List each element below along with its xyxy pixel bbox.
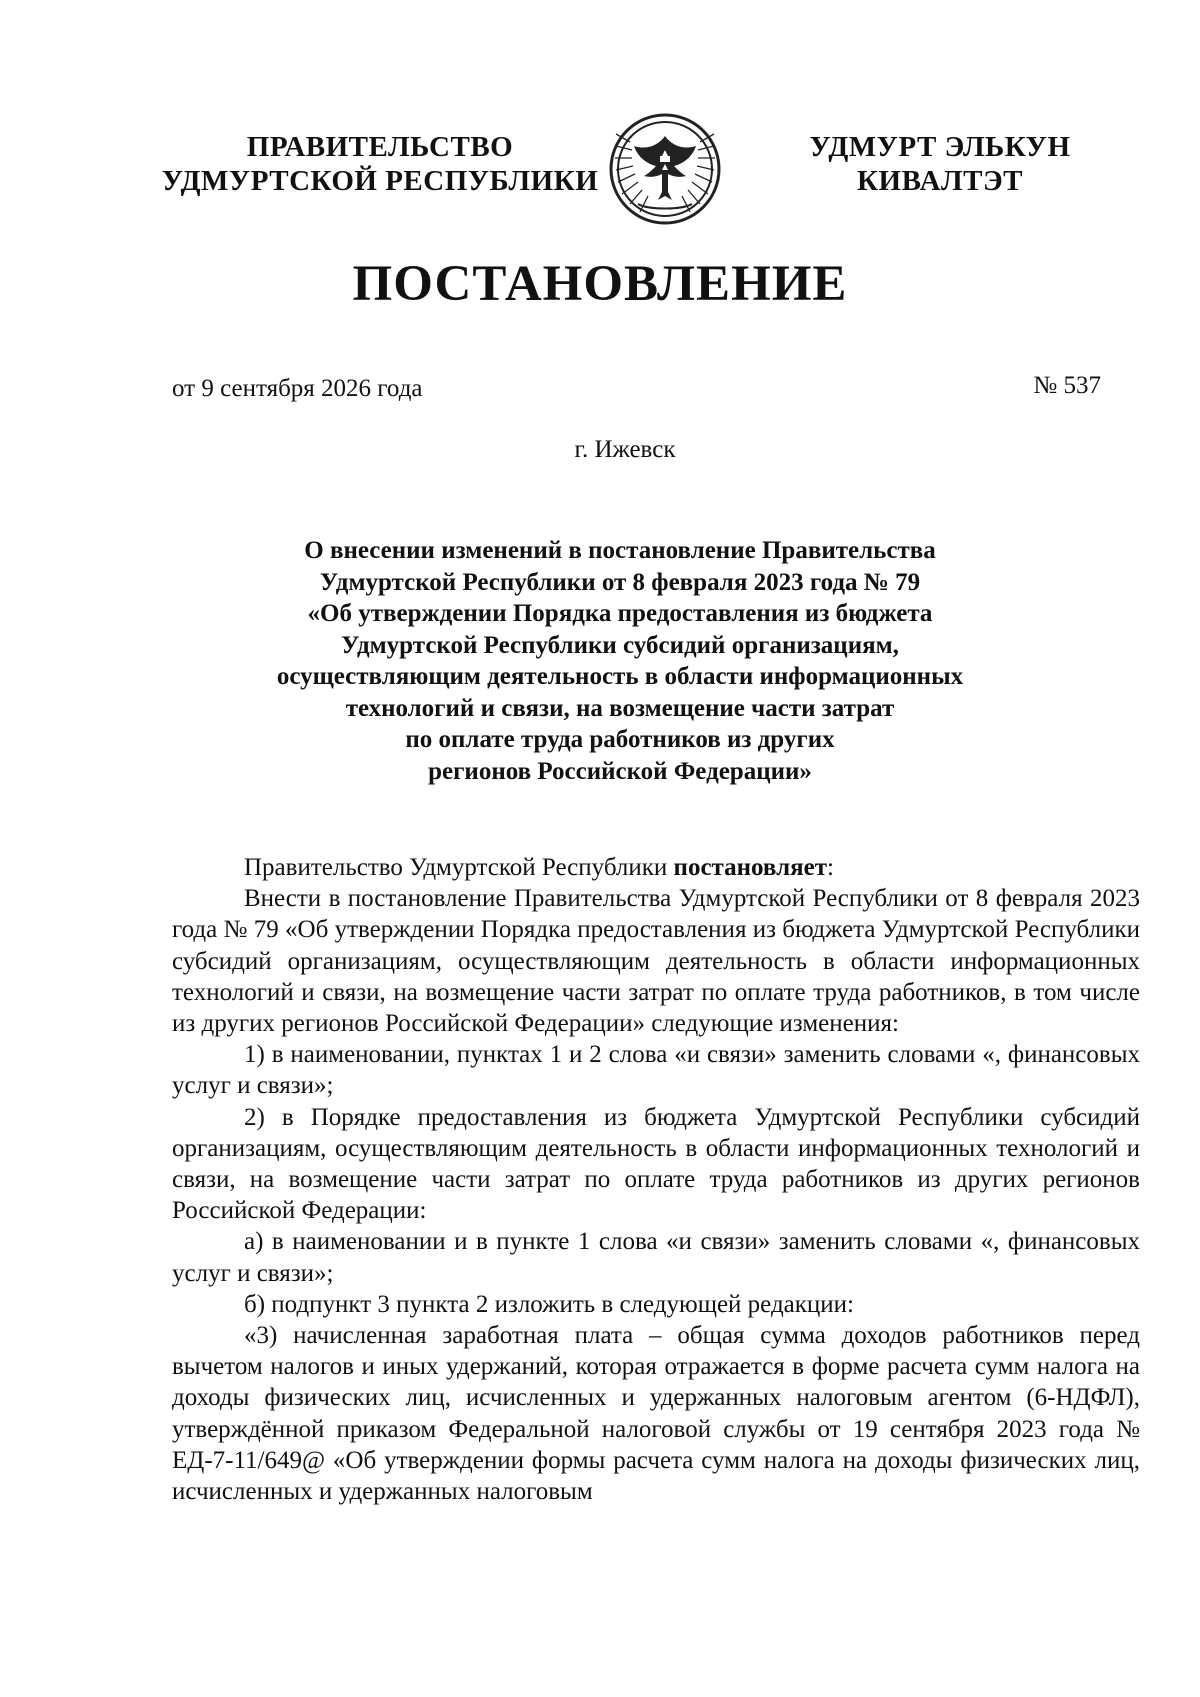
document-type-title: ПОСТАНОВЛЕНИЕ (352, 256, 848, 312)
header-left-line-1: ПРАВИТЕЛЬСТВО (246, 131, 514, 163)
subject-line: осуществляющим деятельность в области информационных (276, 663, 964, 690)
udmurt-coat-of-arms-icon (608, 112, 722, 226)
subject-line: О внесении изменений в постановление Правительства (304, 537, 936, 564)
header-left-line-2: УДМУРТСКОЙ РЕСПУБЛИКИ (161, 165, 599, 197)
header-government-udm (790, 130, 1090, 198)
subject-line: регионов Российской Федерации» (428, 757, 812, 785)
body-paragraph: б) подпункт 3 пункта 2 изложить в следующей редакции: (244, 1290, 854, 1318)
subject-line: по оплате труда работников из других (405, 726, 835, 753)
header-right-line-2: КИВАЛТЭТ (856, 165, 1023, 197)
header-right-line-1: УДМУРТ ЭЛЬКУН (809, 131, 1071, 163)
intro-text: Правительство Удмуртской Республики (244, 854, 674, 881)
document-subject (200, 535, 1040, 787)
document-date: от 9 сентября 2026 года (172, 375, 423, 402)
header-government-ru (160, 130, 600, 198)
body-paragraph: 1) в наименовании, пунктах 1 и 2 слова «и связи» заменить словами «, финансовых услуг и связи»; (172, 1041, 1140, 1100)
subject-line: Удмуртской Республики субсидий организациям, (341, 631, 899, 659)
subject-line: технологий и связи, на возмещение части затрат (345, 694, 895, 722)
body-paragraph: 2) в Порядке предоставления из бюджета Удмуртской Республики субсидий организациям, осуществляющим деятельность в области информационных технологий и связи, на возмещение части затрат по оплате труда работников из других регионов Российской Федерации: (172, 1103, 1140, 1225)
body-paragraph: а) в наименовании и в пункте 1 слова «и связи» заменить словами «, финансовых услуг и связи»; (172, 1228, 1140, 1287)
subject-line: Удмуртской Республики от 8 февраля 2023 года № 79 (319, 568, 921, 596)
intro-colon: : (827, 854, 834, 881)
body-paragraph: Внести в постановление Правительства Удмуртской Республики от 8 февраля 2023 года № 79 «Об утверждении Порядка предоставления из бюджета Удмуртской Республики субсидий организациям, осуществляющим деятельность в области информационных технологий и связи, на возмещение части затрат по оплате труда работников, в том числе из других регионов Российской Федерации» следующие изменения: (172, 885, 1140, 1038)
body-intro (172, 852, 1140, 883)
body-paragraph: «3) начисленная заработная плата – общая сумма доходов работников перед вычетом налогов и иных удержаний, которая отражается в форме расчета сумм налога на доходы физических лиц, исчисленных и удержанных налоговым агентом (6-НДФЛ), утверждённой приказом Федеральной налоговой службы от 19 сентября 2023 года № ЕД-7-11/649@ «Об утверждении формы расчета сумм налога на доходы физических лиц, исчисленных и удержанных налоговым (172, 1322, 1140, 1506)
document-city: г. Ижевск (574, 436, 676, 463)
document-body (172, 852, 1140, 1507)
subject-line: «Об утверждении Порядка предоставления из бюджета (307, 600, 933, 627)
document-number: № 537 (1033, 372, 1101, 399)
intro-bold-verb: постановляет (673, 854, 828, 881)
